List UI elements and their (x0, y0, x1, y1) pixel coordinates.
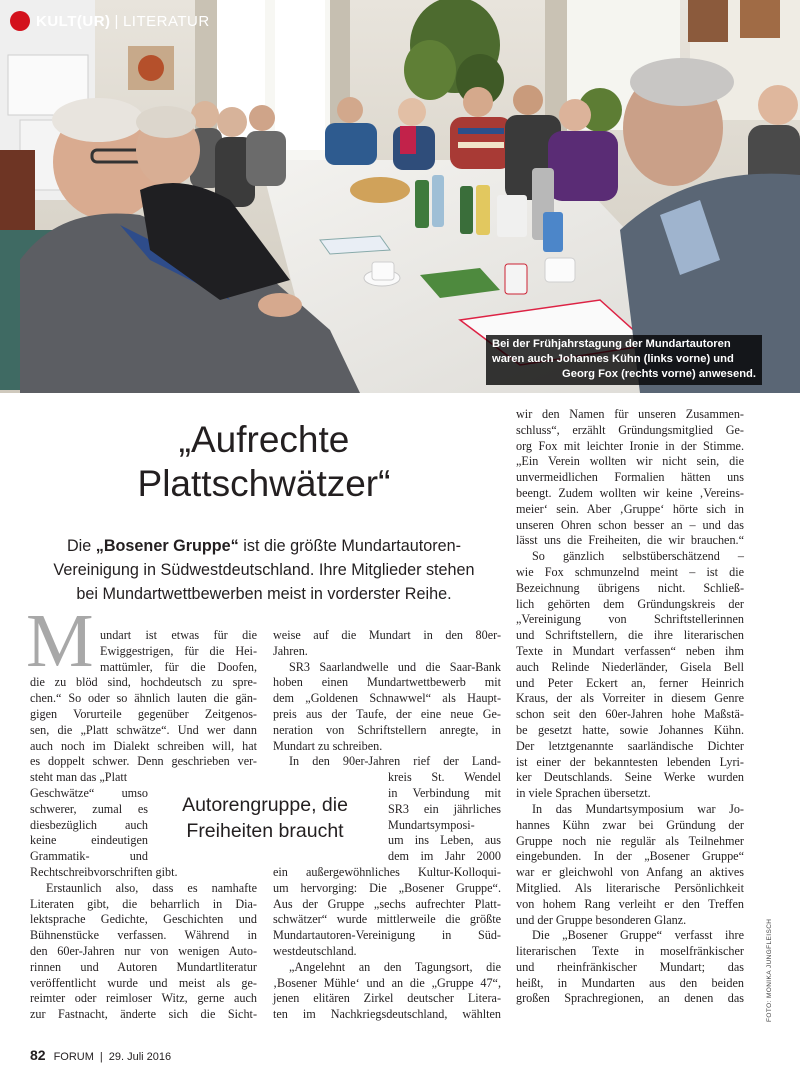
lead-group-name: „Bosener Gruppe“ (95, 537, 239, 555)
text-line: kreis St. Wendel (388, 770, 501, 785)
text-line: Bezeichnung übrigens nicht. Schließ- (516, 580, 744, 595)
text-line: Mundartautoren-Vereinigung in Süd- (273, 928, 501, 943)
page-footer (30, 1047, 171, 1063)
text-line: schwerer, zumal es (30, 801, 148, 816)
text-line: Ewiggestrigen, für die Hei- (100, 643, 257, 658)
text-line: auch noch im Dialekt schreiben will, hat (30, 738, 257, 753)
text-line: unvermeidlichen Formalien hätten uns (516, 470, 744, 485)
text-line: SR3 Saarlandwelle und die Saar-Bank (289, 659, 501, 674)
text-line: neration von Schriftstellern anregte, in (273, 722, 501, 737)
text-line: wie Fox schmunzelnd meint – ist die (516, 564, 744, 579)
text-line: hoben einen Mundartwettbewerb mit (273, 675, 501, 690)
text-line: Die „Bosener Gruppe“ verfasst ihre (532, 928, 744, 943)
text-line: jenen elitären Zirkel deutscher Litera- (273, 991, 501, 1006)
text-line: ein außergewöhnliches Kultur-Kolloqui- (273, 864, 501, 879)
text-line: Literaten gibt, die beharrlich in Dia- (30, 896, 257, 911)
caption-line: Bei der Frühjahrstagung der Mundartautoren (492, 338, 731, 350)
text-line: großen Sprachregionen, an denen das (516, 991, 744, 1006)
text-line: meier‘ sein. Aber ‚Gruppe‘ hörte sich in (516, 501, 744, 516)
text-line: Bühnenstücke verfassen. Während in (30, 928, 257, 943)
text-line: rinnen und Autoren Mundartliteratur (30, 959, 257, 974)
text-line: In den 90er-Jahren rief der Land- (289, 754, 501, 769)
text-line: unseren Ohren schon besser an – und das (516, 517, 744, 532)
text-line: Der letztgenannte saarländische Dichter (516, 738, 744, 753)
text-line: in Verbindung mit (388, 785, 501, 800)
text-line: die zu blöd sind, hochdeutsch zu spre- (30, 675, 257, 690)
text-line: dem im Jahr 2000 (388, 849, 501, 864)
issue-date: 29. Juli 2016 (108, 1051, 172, 1063)
text-line: Grammatik- und (30, 849, 148, 864)
lead-text: ist die größte Mundartautoren- (238, 537, 462, 555)
text-line: Mundartsymposi- (388, 817, 475, 832)
article-photo (0, 0, 800, 393)
drop-cap: M (26, 599, 94, 683)
section-kultur: KULT(UR) (36, 12, 111, 30)
text-line: In das Mundartsymposium war Jo- (532, 801, 744, 816)
text-line: Rechtschreibvorschriften gibt. (30, 864, 178, 879)
section-separator: | (114, 12, 119, 30)
section-rubric: LITERATUR (122, 12, 210, 30)
text-line: Texte in Mundart verfassen“ neben ihm (516, 643, 744, 658)
text-line: lektsprache Gedichte, Geschichten und (30, 912, 257, 927)
text-line: literarischen Texte in moselfränkischer (516, 944, 744, 959)
text-line: preis aus der Taufe, der eine neue Ge- (273, 706, 501, 721)
magazine-name: FORUM (53, 1051, 94, 1063)
text-line: ‚Bosener Mühle‘ und an die „Gruppe 47“, (273, 975, 501, 990)
headline-line: Plattschwätzer“ (137, 463, 391, 504)
text-line: ten im Nachkriegsdeutschland, wählten (273, 1007, 501, 1022)
text-line: schon seit den 60er-Jahren hohe Maßstä- (516, 707, 744, 722)
text-line: gigen Vorurteile gegenüber Zeitgenos- (30, 706, 257, 721)
text-line: „Ein Verein wollten wir nicht sein, die (516, 454, 744, 469)
text-line: um hervorging: Die „Bosener Gruppe“. (273, 880, 501, 895)
text-line: be gesetzt hatte, sowie Johannes Kühn. (516, 722, 744, 737)
text-line: keine eindeutigen (30, 833, 148, 848)
text-line: Kraus, der als Vorreiter in diesem Genre (516, 691, 744, 706)
lead-text: Die (66, 537, 96, 555)
text-line: Aus der Gruppe „sechs aufrechter Platt- (273, 896, 501, 911)
text-line: So gänzlich selbstüberschätzend – (532, 549, 744, 564)
text-line: hannes Kühn zwar bei Gründung der (516, 817, 744, 832)
text-line: Gruppe noch nie regulär als Teilnehmer (516, 833, 744, 848)
text-line: wir den Namen für unseren Zusammen- (516, 407, 744, 421)
text-line: es doppelt schwer. Denn geschrieben ver- (30, 754, 257, 769)
subheading-line: Autorengruppe, die (182, 794, 348, 816)
text-line: auch Relinde Niederländer, Gisela Bell (516, 659, 744, 674)
text-line: ker Deutschlands. Seine Werke wurden (516, 770, 744, 785)
text-line: ist einer der bekanntesten lebenden Lyri- (516, 754, 744, 769)
headline (30, 418, 498, 506)
text-line: Mitglied. Als literarische Persönlichkeit (516, 880, 744, 895)
text-line: undart ist etwas für die (100, 628, 257, 642)
text-line: schluss“, erzählt Gründungsmitglied Ge- (516, 422, 744, 437)
text-line: Geschwätze“ umso (30, 785, 148, 800)
text-line: weise auf die Mundart in den 80er- (273, 628, 501, 642)
headline-line: „Aufrechte (178, 419, 350, 460)
text-line: heißt, in Mundarten aus den beiden (516, 975, 744, 990)
text-line: und Peter Eckert an, ferner Heinrich (516, 675, 744, 690)
text-line: in viele Sprachen übersetzt. (516, 786, 651, 801)
text-line: reimter oder reimloser Witz, gerne auch (30, 991, 257, 1006)
text-line: beengt. Zudem wollten wir keine ‚Vereins- (516, 485, 744, 500)
lead-line: bei Mundartwettbewerben meist in vorderster Reihe. (76, 585, 452, 603)
footer-separator: | (99, 1051, 103, 1063)
text-line: und Schriftstellern, die ihre literarischen (516, 628, 744, 643)
text-line: chen.“ So oder so ähnlich lauten die gän- (30, 691, 257, 706)
text-line: und rheinfränkischer Mundart; das (516, 959, 744, 974)
text-line: diesbezüglich auch (30, 817, 148, 832)
text-line: sen, die „Platt schwätze“. Und wer dann (30, 722, 257, 737)
text-line: zur Fastnacht, änderte sich die Sicht- (30, 1007, 257, 1022)
section-tag (10, 10, 210, 32)
text-line: war er gleichwohl von Anfang an aktives (516, 865, 744, 880)
text-line: lich gehörten dem Gründungskreis der (516, 596, 744, 611)
text-line: dem „Goldenen Schnawwel“ als Haupt- (273, 691, 501, 706)
text-line: SR3 ein jährliches (388, 801, 501, 816)
section-dot-icon (10, 11, 30, 31)
text-line: schwätzer“ wurde mittlerweile die größte (273, 912, 501, 927)
text-line: Erstaunlich also, dass es namhafte (46, 880, 257, 895)
caption-line: waren auch Johannes Kühn (links vorne) und (492, 353, 734, 365)
text-line: steht man das „Platt (30, 770, 128, 785)
text-line: org Fox mit leichter Ironie in der Stimme. (516, 438, 744, 453)
lead-paragraph (30, 534, 498, 606)
lead-line: Vereinigung in Südwestdeutschland. Ihre Mitglieder stehen (53, 561, 475, 579)
text-line: von hohem Rang verleiht er den Treffen (516, 896, 744, 911)
text-line: „Vereinigung von Schriftstellerinnen (516, 612, 744, 627)
text-line: veröffentlicht wurde und meist als ge- (30, 975, 257, 990)
body-column-3 (516, 407, 744, 1007)
photo-caption (486, 335, 762, 385)
text-line: Mundart zu schreiben. (273, 738, 383, 753)
text-line: lässt uns die Freiheiten, die wir brauchen.“ (516, 533, 744, 548)
page-number: 82 (30, 1047, 46, 1063)
text-line: mattümler, für die Doofen, (100, 659, 257, 674)
text-line: eingebunden. In der „Bosener Gruppe“ (516, 849, 744, 864)
body-column-2 (273, 628, 501, 1023)
text-line: Jahren. (273, 643, 308, 658)
text-line: den 60er-Jahren nur von wenigen Auto- (30, 943, 257, 958)
text-line: um ins Leben, aus (388, 833, 501, 848)
caption-line: Georg Fox (rechts vorne) anwesend. (562, 368, 756, 380)
subheading-line: Freiheiten braucht (186, 820, 344, 842)
text-line: und der Gruppe besonderen Glanz. (516, 912, 687, 927)
photo-credit: FOTO: MONIKA JUNGFLEISCH (766, 918, 773, 1022)
text-line: „Angelehnt an den Tagungsort, die (289, 959, 501, 974)
lead-line (30, 534, 498, 558)
text-line: westdeutschland. (273, 943, 357, 958)
